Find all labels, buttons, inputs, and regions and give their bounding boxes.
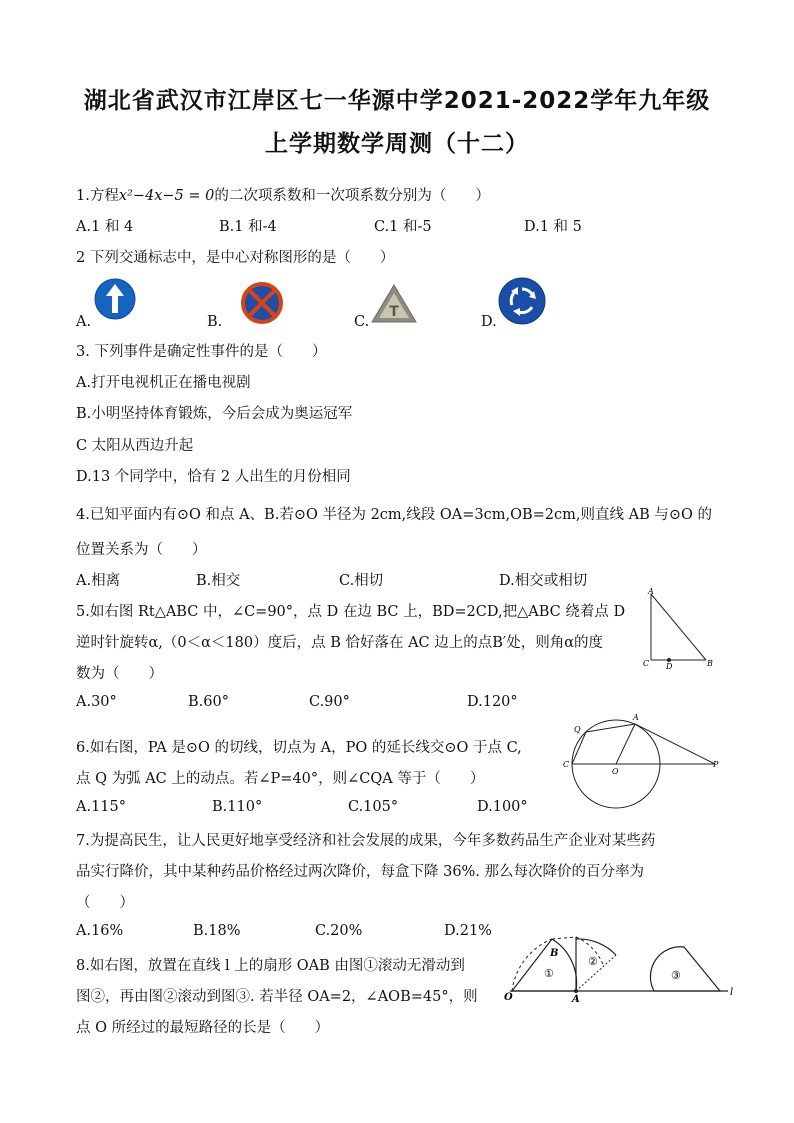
- q5-label-c: C: [643, 659, 650, 668]
- question-8-line3: 点 O 所经过的最短路径的长是（ ）: [76, 1020, 330, 1036]
- q4-option-d: D.相交或相切: [499, 573, 588, 589]
- q4-option-b: B.相交: [196, 573, 241, 589]
- q1-equation: x²−4x−5 = 0: [118, 188, 215, 204]
- question-5-line1: 5.如右图 Rt△ABC 中，∠C=90°，点 D 在边 BC 上，BD=2CD,把△ABC 绕着点 D: [76, 604, 626, 620]
- q8-rolling-sector-figure: [500, 925, 745, 1003]
- q1-option-d: D.1 和 5: [524, 219, 582, 235]
- question-1: [76, 184, 490, 205]
- q5-option-b: B.60°: [188, 694, 229, 710]
- q8-label-fig1: ①: [544, 967, 554, 980]
- q2-option-b: B.: [207, 314, 223, 330]
- q1-prefix: 1.方程: [76, 188, 119, 204]
- q3-option-d: D.13 个同学中，恰有 2 人出生的月份相同: [76, 469, 351, 485]
- sign-c-letter: T: [389, 304, 399, 320]
- q3-option-c: C 太阳从西边升起: [76, 438, 194, 454]
- page-title-line2: 上学期数学周测（十二）: [265, 131, 529, 157]
- q5-option-d: D.120°: [467, 694, 518, 710]
- q8-label-a: A: [572, 994, 580, 1005]
- question-8-line1: 8.如右图，放置在直线 l 上的扇形 OAB 由图①滚动无滑动到: [76, 958, 465, 974]
- q7-option-a: A.16%: [76, 923, 124, 939]
- q6-label-a: A: [633, 713, 639, 722]
- q6-label-p: P: [713, 760, 719, 769]
- q6-option-c: C.105°: [348, 799, 399, 815]
- t-junction-sign-icon: [371, 284, 417, 324]
- q5-label-a: A: [648, 587, 654, 596]
- q6-option-b: B.110°: [212, 799, 263, 815]
- question-5-line3: 数为（ ）: [76, 666, 163, 682]
- q2-option-d: D.: [481, 314, 497, 330]
- q6-option-d: D.100°: [477, 799, 528, 815]
- q7-option-c: C.20%: [315, 923, 363, 939]
- no-parking-sign-icon: [241, 282, 283, 324]
- q5-label-d: D: [666, 662, 673, 671]
- q5-label-b: B: [707, 659, 713, 668]
- question-7-line2: 品实行降价，其中某种药品价格经过两次降价，每盒下降 36%. 那么每次降价的百分率为: [76, 864, 645, 880]
- q4-option-a: A.相离: [76, 573, 121, 589]
- q7-option-b: B.18%: [193, 923, 241, 939]
- up-arrow-sign-icon: [94, 278, 136, 320]
- question-6-line1: 6.如右图，PA 是⊙O 的切线，切点为 A，PO 的延长线交⊙O 于点 C,: [76, 740, 522, 756]
- question-8-line2: 图②，再由图②滚动到图③. 若半径 OA=2，∠AOB=45°，则: [76, 989, 478, 1005]
- q5-triangle-figure: [640, 588, 720, 670]
- q6-label-c: C: [563, 760, 570, 769]
- q2-option-a: A.: [76, 314, 92, 330]
- roundabout-sign-icon: [498, 277, 546, 325]
- q6-label-q: Q: [574, 725, 581, 734]
- question-4-line1: 4.已知平面内有⊙O 和点 A、B.若⊙O 半径为 2cm,线段 OA=3cm,OB=2cm,则直线 AB 与⊙O 的: [76, 507, 712, 523]
- question-5-line2: 逆时针旋转α,（0＜α＜180）度后，点 B 恰好落在 AC 边上的点B′处，则角α的度: [76, 635, 603, 651]
- question-7-line1: 7.为提高民生，让人民更好地享受经济和社会发展的成果，今年多数药品生产企业对某些药: [76, 833, 656, 849]
- q1-option-c: C.1 和-5: [374, 219, 432, 235]
- q8-label-fig3: ③: [671, 969, 681, 982]
- q8-label-o: O: [504, 992, 513, 1003]
- q7-option-d: D.21%: [444, 923, 492, 939]
- question-7-line3: （ ）: [76, 895, 134, 911]
- q8-label-l: l: [730, 987, 734, 998]
- q6-circle-tangent-figure: [560, 712, 725, 812]
- q8-label-b: B: [550, 948, 559, 959]
- q3-option-a: A.打开电视机正在播电视剧: [76, 375, 251, 391]
- question-3: 3. 下列事件是确定性事件的是（ ）: [76, 344, 327, 360]
- q8-label-fig2: ②: [588, 955, 598, 968]
- question-6-line2: 点 Q 为弧 AC 上的动点。若∠P=40°，则∠CQA 等于（ ）: [76, 771, 485, 787]
- question-4-line2: 位置关系为（ ）: [76, 542, 207, 558]
- q5-option-c: C.90°: [309, 694, 350, 710]
- page-title-line1: 湖北省武汉市江岸区七一华源中学2021-2022学年九年级: [83, 88, 711, 114]
- q6-label-o: O: [612, 767, 619, 776]
- q4-option-c: C.相切: [339, 573, 384, 589]
- q1-option-a: A.1 和 4: [76, 219, 134, 235]
- q1-suffix: 的二次项系数和一次项系数分别为（ ）: [214, 188, 490, 204]
- q6-option-a: A.115°: [76, 799, 127, 815]
- q5-option-a: A.30°: [76, 694, 117, 710]
- q3-option-b: B.小明坚持体育锻炼，今后会成为奥运冠军: [76, 406, 353, 422]
- q2-option-c: C.: [354, 314, 370, 330]
- q1-option-b: B.1 和-4: [219, 219, 277, 235]
- question-2: 2 下列交通标志中，是中心对称图形的是（ ）: [76, 250, 395, 266]
